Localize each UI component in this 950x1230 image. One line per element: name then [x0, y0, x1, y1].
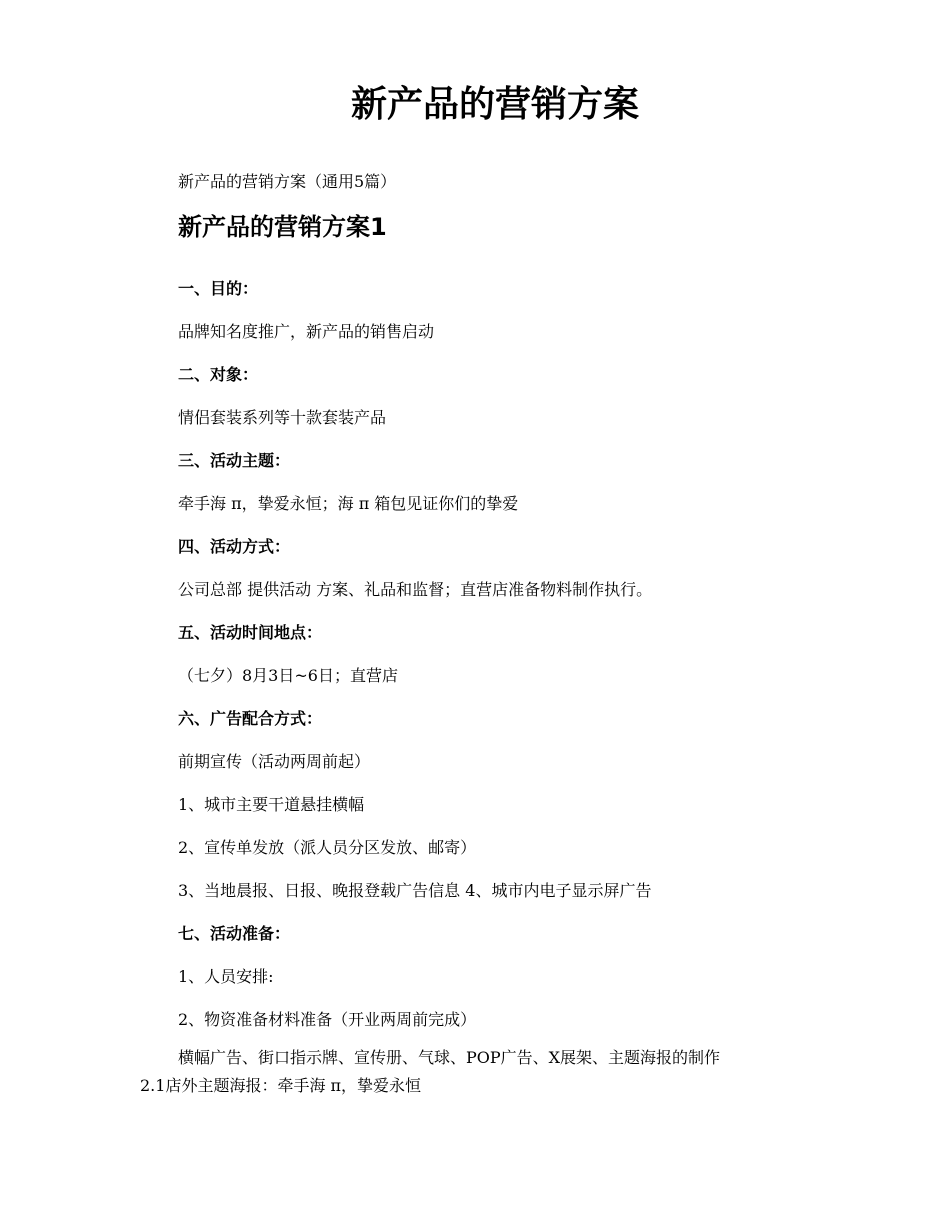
- document-title: 新产品的营销方案: [350, 84, 639, 125]
- final-paragraph-line-2: 2.1店外主题海报：牵手海 π，挚爱永恒: [140, 1076, 422, 1095]
- document-intro: 新产品的营销方案（通用5篇）: [178, 172, 397, 191]
- body-text-line: 品牌知名度推广，新产品的销售启动: [178, 322, 435, 341]
- body-text-line: 公司总部 提供活动 方案、礼品和监督；直营店准备物料制作执行。: [178, 580, 653, 599]
- section-heading: 五、活动时间地点：: [178, 623, 323, 642]
- final-paragraph-line-1: 横幅广告、街口指示牌、宣传册、气球、POP广告、X展架、主题海报的制作: [178, 1048, 721, 1067]
- section-title: 新产品的营销方案1: [178, 213, 387, 241]
- section-heading: 六、广告配合方式：: [178, 709, 323, 728]
- body-text-line: 3、当地晨报、日报、晚报登载广告信息 4、城市内电子显示屏广告: [178, 881, 652, 900]
- section-heading: 四、活动方式：: [178, 537, 291, 556]
- body-text-line: 1、城市主要干道悬挂横幅: [178, 795, 365, 814]
- section-heading: 一、目的：: [178, 279, 259, 298]
- body-text-line: 情侣套装系列等十款套装产品: [178, 408, 387, 427]
- body-text-line: 牵手海 π，挚爱永恒；海 π 箱包见证你们的挚爱: [178, 494, 519, 513]
- section-heading: 二、对象：: [178, 365, 259, 384]
- final-paragraph: [140, 1044, 820, 1100]
- body-text-line: 2、宣传单发放（派人员分区发放、邮寄）: [178, 838, 477, 857]
- body-text-line: （七夕）8月3日~6日；直营店: [178, 666, 398, 685]
- section-heading: 七、活动准备：: [178, 924, 291, 943]
- body-text-line: 2、物资准备材料准备（开业两周前完成）: [178, 1010, 477, 1029]
- body-text-line: 1、人员安排:: [178, 967, 274, 986]
- section-heading: 三、活动主题：: [178, 451, 291, 470]
- body-text-line: 前期宣传（活动两周前起）: [178, 752, 371, 771]
